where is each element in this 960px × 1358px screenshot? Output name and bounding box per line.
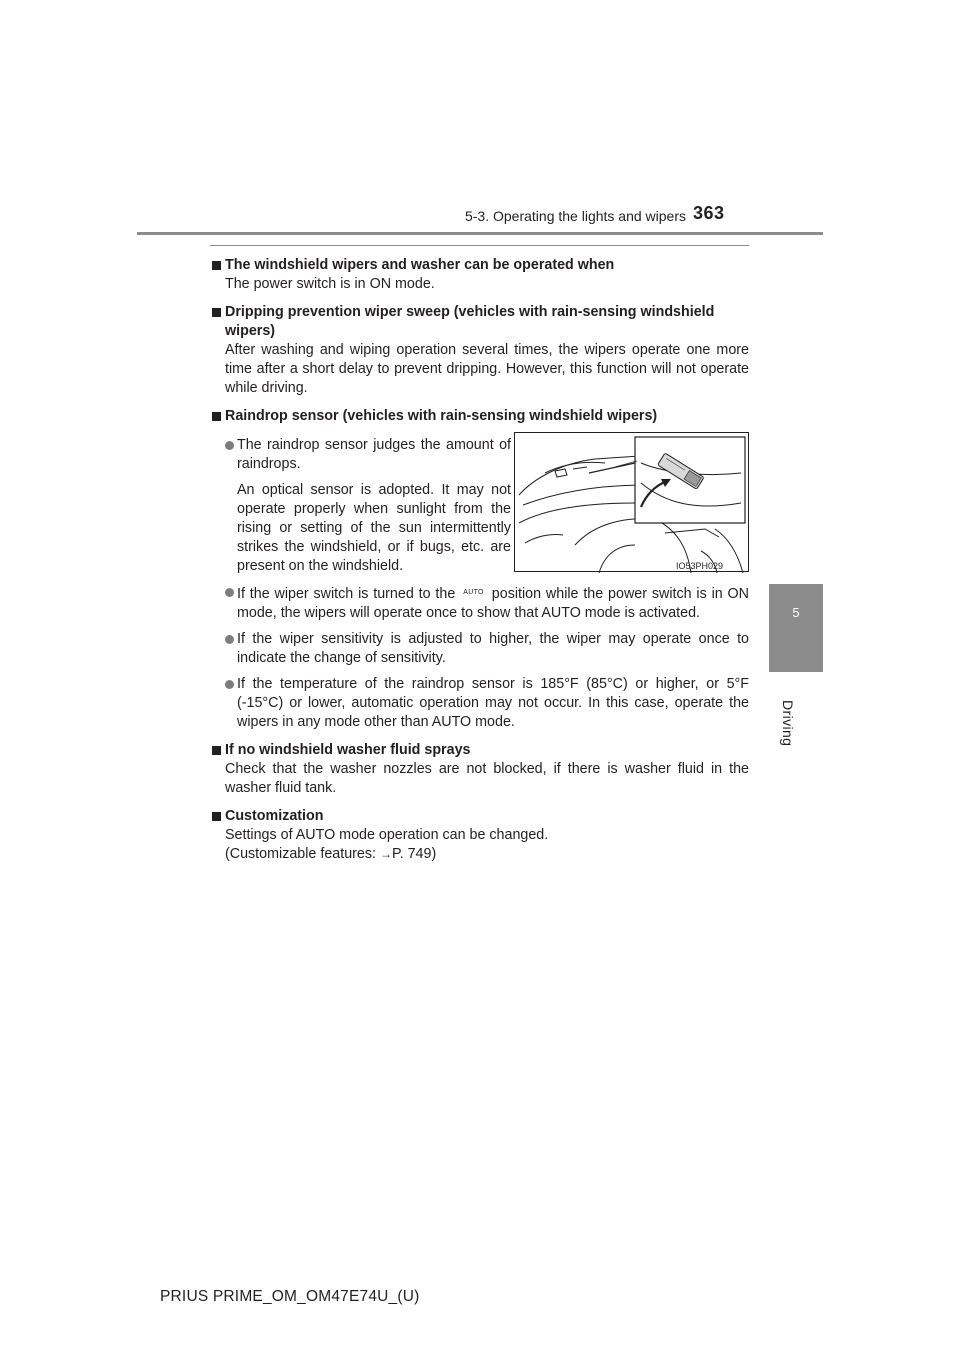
sensor-row <box>211 432 749 576</box>
round-bullet-icon <box>225 441 234 450</box>
heading-raindrop-sensor: Raindrop sensor (vehicles with rain-sensing windshield wipers) <box>211 407 749 426</box>
square-bullet-icon <box>212 308 221 317</box>
header-rule <box>137 232 823 235</box>
square-bullet-icon <box>212 412 221 421</box>
round-bullet-icon <box>225 680 234 689</box>
heading-wipers-operable: The windshield wipers and washer can be operated when <box>211 256 749 275</box>
bullet-temperature: If the temperature of the raindrop sensor is 185°F (85°C) or higher, or 5°F (-15°C) or lower, automatic operation may not occur. In this case, operate the wipers in any mode other than AUTO mode. <box>211 675 749 732</box>
chapter-tab <box>769 584 823 672</box>
heading-dripping-prevention: Dripping prevention wiper sweep (vehicles with rain-sensing windshield wipers) <box>211 303 749 341</box>
paragraph-no-washer-fluid: Check that the washer nozzles are not blocked, if there is washer fluid in the washer fluid tank. <box>225 761 749 796</box>
bullet-sensitivity: If the wiper sensitivity is adjusted to higher, the wiper may operate once to indicate the change of sensitivity. <box>211 630 749 668</box>
square-bullet-icon <box>212 812 221 821</box>
car-windshield-sensor-drawing <box>515 433 750 573</box>
page-number: 363 <box>693 203 725 223</box>
round-bullet-icon <box>225 635 234 644</box>
chapter-number: 5 <box>792 605 800 620</box>
content-top-rule <box>210 245 749 246</box>
auto-switch-symbol: AUTO <box>463 589 484 596</box>
arrow-right-icon: → <box>379 847 392 861</box>
page-reference-link[interactable]: P. 749) <box>391 846 437 862</box>
raindrop-sensor-illustration <box>514 432 749 572</box>
heading-no-washer-fluid: If no windshield washer fluid sprays <box>211 741 749 760</box>
paragraph-wipers-operable: The power switch is in ON mode. <box>225 276 435 292</box>
bullet-auto-position: If the wiper switch is turned to the AUTO position while the power switch is in ON mode, the wipers will operate once to show that AUTO mode is activated. <box>211 583 749 623</box>
chapter-label: Driving <box>780 700 796 747</box>
page-content <box>211 256 749 864</box>
paragraph-dripping-prevention: After washing and wiping operation several times, the wipers operate one more time after a short delay to prevent dripping. However, this function will not operate while driving. <box>225 342 749 396</box>
section-title: 5-3. Operating the lights and wipers <box>464 208 686 224</box>
square-bullet-icon <box>212 746 221 755</box>
round-bullet-icon <box>225 588 234 597</box>
square-bullet-icon <box>212 261 221 270</box>
paragraph-customization: Settings of AUTO mode operation can be changed. <box>225 827 549 843</box>
figure-code: IO53PH029 <box>676 561 724 571</box>
footer-model: PRIUS PRIME_OM_OM47E74U_(U) <box>160 1288 420 1305</box>
heading-customization: Customization <box>211 807 749 826</box>
customization-reference: (Customizable features: →P. 749) <box>225 846 437 862</box>
bullet-sensor-judges: The raindrop sensor judges the amount of raindrops. An optical sensor is adopted. It may not operate properly when sunlight from the rising or setting of the sun intermittently strikes the windshield, or if bugs, etc. are present on the windshield. <box>211 436 511 576</box>
